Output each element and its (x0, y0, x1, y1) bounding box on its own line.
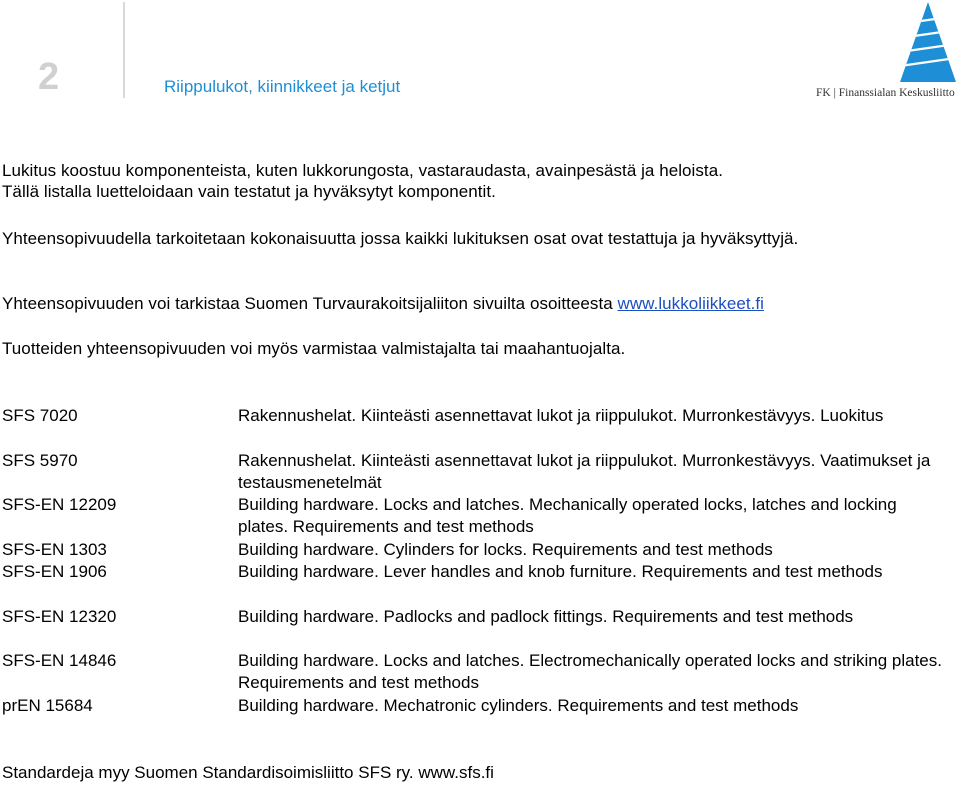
intro-paragraph-2: Yhteensopivuudella tarkoitetaan kokonaisuutta jossa kaikki lukituksen osat ovat testattuja ja hyväksyttyjä. (2, 229, 799, 248)
standard-code: prEN 15684 (2, 696, 93, 715)
standard-description: Building hardware. Locks and latches. Electromechanically operated locks and striking plates. Requirements and test methods (238, 651, 942, 692)
standard-description: Building hardware. Cylinders for locks. Requirements and test methods (238, 540, 773, 559)
standard-code: SFS 7020 (2, 406, 78, 425)
standard-code: SFS-EN 14846 (2, 651, 117, 670)
standard-description: Rakennushelat. Kiinteästi asennettavat lukot ja riippulukot. Murronkestävyys. Vaatimukset ja testausmenetelmät (238, 451, 931, 492)
fk-logo-mark-icon (900, 2, 956, 84)
logo-text: FK | Finanssialan Keskusliitto (816, 87, 955, 99)
standard-description: Rakennushelat. Kiinteästi asennettavat lukot ja riippulukot. Murronkestävyys. Luokitus (238, 406, 884, 425)
intro-line-2: Tällä listalla luetteloidaan vain testatut ja hyväksytyt komponentit. (2, 182, 496, 201)
standard-code: SFS-EN 1303 (2, 540, 107, 559)
header-divider (123, 2, 125, 98)
standard-code: SFS-EN 1906 (2, 562, 107, 581)
standard-description: Building hardware. Padlocks and padlock fittings. Requirements and test methods (238, 607, 854, 626)
intro-paragraph-3-text: Yhteensopivuuden voi tarkistaa Suomen Turvaurakoitsijaliiton sivuilta osoitteesta (2, 294, 618, 313)
intro-paragraph-4: Tuotteiden yhteensopivuuden voi myös varmistaa valmistajalta tai maahantuojalta. (2, 339, 626, 358)
standard-code: SFS 5970 (2, 451, 78, 470)
standard-description: Building hardware. Lever handles and knob furniture. Requirements and test methods (238, 562, 883, 581)
lukkoliikkeet-link[interactable]: www.lukkoliikkeet.fi (617, 294, 764, 313)
standard-code: SFS-EN 12320 (2, 607, 117, 626)
standard-description: Building hardware. Locks and latches. Mechanically operated locks, latches and locking plates. Requirements and test methods (238, 495, 897, 536)
fk-logo (812, 2, 958, 102)
page-title: Riippulukot, kiinnikkeet ja ketjut (164, 77, 401, 96)
intro-line-1: Lukitus koostuu komponenteista, kuten lukkorungosta, vastaraudasta, avainpesästä ja heloista. (2, 161, 723, 180)
standard-description: Building hardware. Mechatronic cylinders. Requirements and test methods (238, 696, 799, 715)
intro-paragraph-3 (2, 293, 952, 314)
footer-note: Standardeja myy Suomen Standardisoimisliitto SFS ry. www.sfs.fi (2, 763, 494, 782)
standard-code: SFS-EN 12209 (2, 495, 117, 514)
page-number: 2 (38, 56, 60, 98)
intro-paragraph-1 (2, 160, 952, 202)
